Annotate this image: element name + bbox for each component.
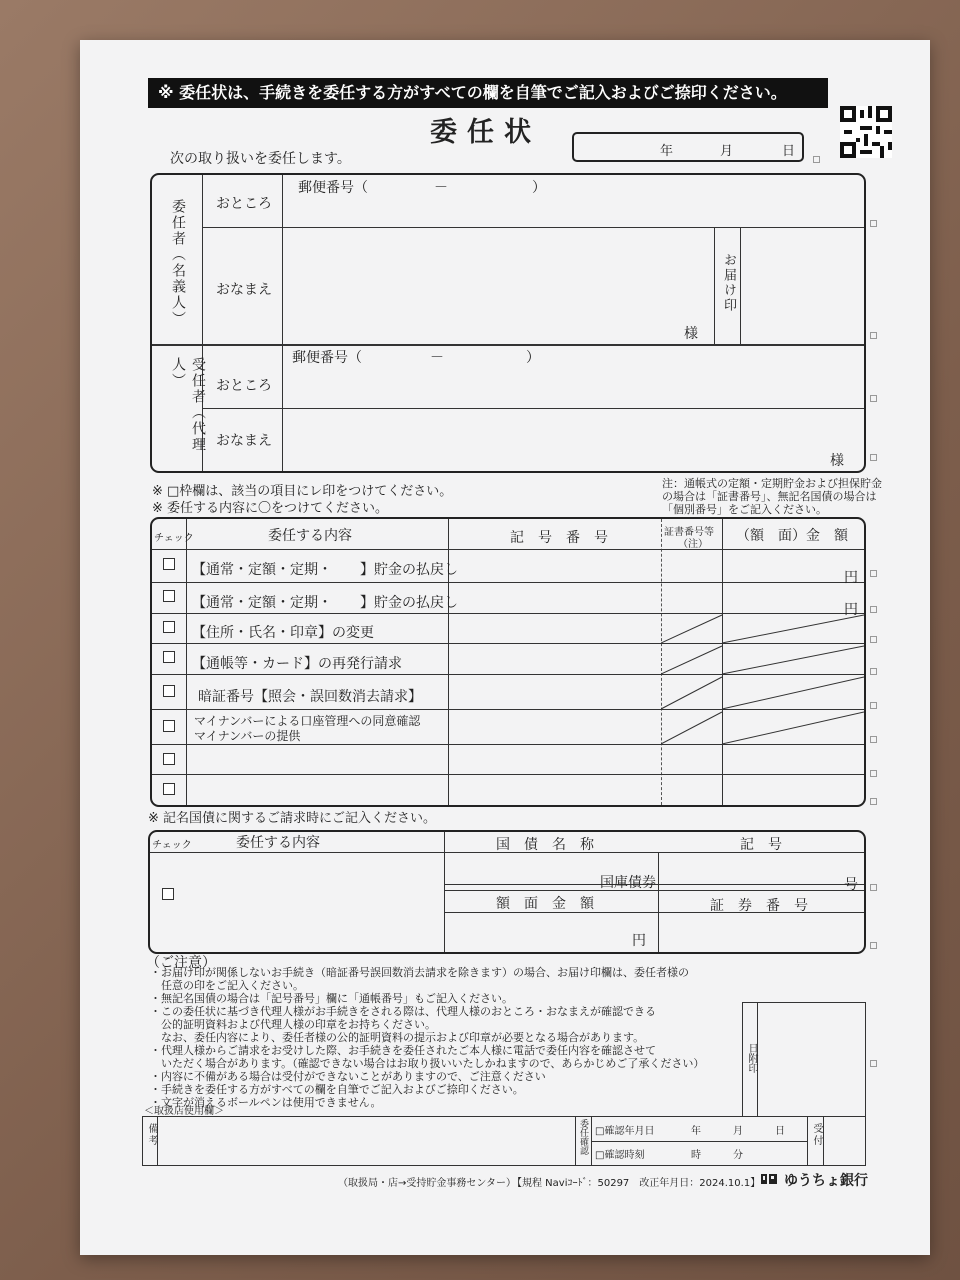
instruction-banner: ※ 委任状は、手続きを委任する方がすべての欄を自筆でご記入およびご捺印ください。 (148, 78, 828, 108)
header-cert: 証書番号等 (664, 527, 714, 538)
caution-line: ・代理人様からご請求をお受けした際、お手続きを委任されたご本人様に電話で委任内容を確認させて (150, 1044, 656, 1057)
bond-kokko: 国庫債券 (600, 875, 656, 891)
agent-sama: 様 (830, 453, 844, 469)
row-checkbox[interactable] (163, 685, 175, 697)
circle-note: ※ 委任する内容に〇をつけてください。 (152, 501, 389, 516)
caution-line: ・この委任状に基づき代理人様がお手続きをされる際は、代理人様のおところ・おなまえが確認できる (150, 1005, 656, 1018)
month-label: 月 (733, 1126, 743, 1137)
received-label: 受付 (811, 1123, 822, 1147)
day-label: 日 (775, 1126, 785, 1137)
year-label: 年 (660, 144, 674, 159)
header-content: 委任する内容 (268, 528, 352, 544)
caution-title: （ご注意） (146, 955, 216, 971)
right-note-3: 「個別番号」をご記入ください。 (662, 503, 827, 516)
right-note-1: 注：通帳式の定額・定期貯金および担保貯金 (662, 477, 882, 490)
row-content: 【通常・定額・定期・ 】貯金の払戻し (192, 595, 458, 611)
footer-route: （取扱局・店→受持貯金事務センター） (338, 1178, 516, 1189)
yen-label: 円 (844, 602, 858, 618)
seal-label: お届け印 (721, 253, 736, 313)
remarks-label: 備考 (146, 1123, 157, 1147)
row-checkbox[interactable] (163, 783, 175, 795)
postal-dash: － (430, 350, 444, 366)
right-note-2: の場合は「証書番号」、無記名国債の場合は (662, 490, 877, 503)
bond-note: ※ 記名国債に関するご請求時にご記入ください。 (148, 811, 437, 826)
bond-header-symbol: 記 号 (740, 837, 782, 853)
month-label: 月 (720, 144, 734, 159)
year-label: 年 (691, 1126, 701, 1137)
row-content: 【通帳等・カード】の再発行請求 (192, 656, 402, 672)
postal-close: ） (526, 350, 540, 366)
agent-address-label: おところ (216, 378, 272, 394)
header-check: チェック (154, 533, 194, 544)
delegator-name-label: おなまえ (216, 282, 272, 298)
caution-line: ・無記名国債の場合は「記号番号」欄に「通帳番号」もご記入ください。 (150, 992, 513, 1005)
row-checkbox[interactable] (163, 753, 175, 765)
row-checkbox[interactable] (163, 720, 175, 732)
agent-name-label: おなまえ (216, 433, 272, 449)
bond-go: 号 (844, 877, 858, 893)
row-checkbox[interactable] (163, 651, 175, 663)
bond-header-content: 委任する内容 (236, 835, 320, 851)
bond-header-name: 国 債 名 称 (496, 837, 594, 853)
row-content: 【住所・氏名・印章】の変更 (192, 625, 374, 641)
row-checkbox[interactable] (163, 558, 175, 570)
row-content: 暗証番号【照会・誤回数消去請求】 (198, 689, 422, 705)
row-content: マイナンバーの提供 (194, 729, 301, 743)
bond-cert-label: 証 券 番 号 (710, 898, 808, 914)
header-number: 記 号 番 号 (510, 530, 608, 546)
header-amount: （額 面）金 額 (736, 528, 848, 544)
bond-checkbox[interactable] (162, 888, 174, 900)
not-applicable-slashes (661, 613, 864, 744)
header-cert-note: （注） (678, 539, 708, 550)
footer-code: 【規程 Naviｺｰﾄﾞ：50297 改正年月日：2024.10.1】 (512, 1178, 761, 1189)
bond-yen: 円 (632, 933, 646, 949)
caution-line: ・お届け印が関係しないお手続き（暗証番号誤回数消去請求を除きます）の場合、お届け印欄は、委任者様の (150, 966, 689, 979)
postal-close: ） (532, 180, 546, 196)
delegator-label: 委任者（名義人） (170, 199, 186, 327)
check-note: ※ □枠欄は、該当の項目にレ印をつけてください。 (152, 484, 453, 499)
office-use-box (142, 1116, 866, 1166)
row-content: マイナンバーによる口座管理への同意確認 (194, 714, 421, 728)
bond-header-check: チェック (152, 840, 192, 851)
caution-line: ・内容に不備がある場合は受付ができないことがありますので、ご注意ください (150, 1070, 546, 1083)
row-checkbox[interactable] (163, 590, 175, 602)
postal-dash: － (434, 180, 448, 196)
form-sheet (80, 40, 930, 1255)
date-stamp-box (742, 1002, 866, 1117)
parties-box (150, 173, 866, 473)
caution-line: なお、委任内容により、委任者様の公的証明資料の提示および印章が必要となる場合があります。 (150, 1031, 645, 1044)
agent-label: 受任者（代理人） (170, 357, 206, 453)
row-content: 【通常・定額・定期・ 】貯金の払戻し (192, 562, 458, 578)
caution-line: 任意の印をご記入ください。 (150, 979, 304, 992)
delegator-sama: 様 (684, 326, 698, 342)
caution-line: ・文字が消えるボールペンは使用できません。 (150, 1096, 382, 1109)
qr-code-icon (840, 106, 892, 158)
jp-bank-logo-icon (760, 1171, 780, 1185)
minute-label: 分 (733, 1150, 743, 1161)
delegator-address-label: おところ (216, 196, 272, 212)
date-field[interactable] (572, 132, 804, 162)
row-checkbox[interactable] (163, 621, 175, 633)
agent-postal-label: 郵便番号（ (292, 350, 362, 366)
caution-line: 公的証明資料および代理人様の印章をお持ちください。 (150, 1018, 436, 1031)
bond-face-label: 額 面 金 額 (496, 896, 594, 912)
hour-label: 時 (691, 1150, 701, 1161)
confirm-time[interactable]: □確認時刻 (595, 1150, 645, 1161)
stamp-label: 日附印 (746, 1043, 757, 1073)
caution-line: いただく場合があります。（確認できない場合はお取り扱いいたしかねますので、あらかじめご了承ください） (150, 1057, 705, 1070)
confirm-date[interactable]: □確認年月日 (595, 1126, 655, 1137)
confirm-label: 委任確認 (578, 1119, 588, 1155)
office-title: ＜取扱店使用欄＞ (144, 1106, 224, 1117)
caution-line: ・手続きを委任する方がすべての欄を自筆でご記入およびご捺印ください。 (150, 1083, 524, 1096)
delegator-postal-label: 郵便番号（ (298, 180, 368, 196)
delegation-table (150, 517, 866, 807)
day-label: 日 (782, 144, 796, 159)
intro-text: 次の取り扱いを委任します。 (170, 151, 351, 167)
bond-table (148, 830, 866, 954)
bank-name: ゆうちょ銀行 (784, 1173, 868, 1189)
form-title: 委任状 (430, 117, 541, 148)
yen-label: 円 (844, 570, 858, 586)
